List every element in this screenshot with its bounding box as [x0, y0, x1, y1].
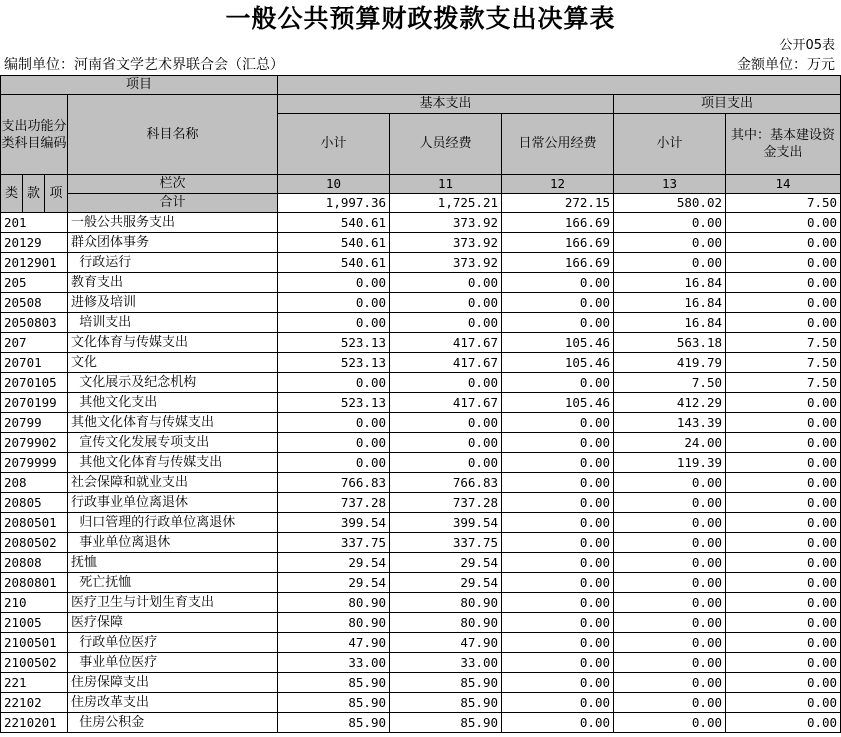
row-value: 0.00 — [614, 633, 726, 653]
row-code: 2080801 — [1, 573, 68, 593]
row-name: 住房公积金 — [68, 713, 278, 733]
table-row — [1, 533, 841, 553]
table-row — [1, 633, 841, 653]
row-value: 85.90 — [278, 713, 390, 733]
row-value: 399.54 — [390, 513, 502, 533]
row-value: 0.00 — [278, 413, 390, 433]
row-value: 0.00 — [726, 673, 841, 693]
row-name: 事业单位离退休 — [68, 533, 278, 553]
row-value: 0.00 — [502, 693, 614, 713]
row-name: 行政事业单位离退休 — [68, 493, 278, 513]
col-num: 10 — [278, 175, 390, 194]
row-value: 0.00 — [614, 693, 726, 713]
row-value: 0.00 — [390, 313, 502, 333]
row-name: 其他文化体育与传媒支出 — [68, 413, 278, 433]
row-value: 16.84 — [614, 273, 726, 293]
table-row — [1, 213, 841, 233]
row-code: 2050803 — [1, 313, 68, 333]
row-value: 29.54 — [278, 573, 390, 593]
row-value: 24.00 — [614, 433, 726, 453]
row-value: 0.00 — [278, 313, 390, 333]
currency-unit: 金额单位：万元 — [737, 57, 835, 73]
row-value: 766.83 — [278, 473, 390, 493]
row-code: 2080502 — [1, 533, 68, 553]
row-value: 80.90 — [278, 613, 390, 633]
table-row — [1, 713, 841, 733]
row-code: 2012901 — [1, 253, 68, 273]
header-project-exp: 项目支出 — [614, 95, 841, 114]
row-value: 80.90 — [390, 593, 502, 613]
row-value: 0.00 — [390, 273, 502, 293]
header-lei: 类 — [1, 175, 23, 213]
row-code: 20805 — [1, 493, 68, 513]
row-value: 0.00 — [502, 653, 614, 673]
table-row — [1, 313, 841, 333]
row-value: 105.46 — [502, 353, 614, 373]
table-row — [1, 453, 841, 473]
row-name: 其他文化支出 — [68, 393, 278, 413]
row-value: 0.00 — [502, 573, 614, 593]
header-blank — [278, 76, 841, 95]
row-value: 0.00 — [502, 613, 614, 633]
row-value: 0.00 — [726, 413, 841, 433]
row-value: 0.00 — [502, 513, 614, 533]
col-num: 14 — [726, 175, 841, 194]
row-name: 社会保障和就业支出 — [68, 473, 278, 493]
row-value: 540.61 — [278, 233, 390, 253]
row-name: 群众团体事务 — [68, 233, 278, 253]
header-subject-name: 科目名称 — [68, 95, 278, 175]
row-value: 0.00 — [614, 533, 726, 553]
row-code: 20799 — [1, 413, 68, 433]
row-value: 143.39 — [614, 413, 726, 433]
row-value: 0.00 — [278, 293, 390, 313]
row-value: 16.84 — [614, 313, 726, 333]
header-func-class: 支出功能分类科目编码 — [1, 95, 68, 175]
row-value: 399.54 — [278, 513, 390, 533]
row-value: 0.00 — [726, 493, 841, 513]
row-value: 0.00 — [614, 233, 726, 253]
row-code: 2079999 — [1, 453, 68, 473]
row-value: 0.00 — [726, 573, 841, 593]
row-value: 119.39 — [614, 453, 726, 473]
row-value: 0.00 — [614, 213, 726, 233]
table-row — [1, 253, 841, 273]
row-value: 337.75 — [390, 533, 502, 553]
row-value: 0.00 — [278, 453, 390, 473]
row-code: 20129 — [1, 233, 68, 253]
row-name: 住房改革支出 — [68, 693, 278, 713]
row-value: 47.90 — [278, 633, 390, 653]
row-value: 0.00 — [614, 513, 726, 533]
header-capital: 其中：基本建设资金支出 — [726, 114, 841, 175]
row-value: 0.00 — [726, 293, 841, 313]
row-name: 行政单位医疗 — [68, 633, 278, 653]
row-value: 0.00 — [614, 253, 726, 273]
header-personnel: 人员经费 — [390, 114, 502, 175]
row-value: 85.90 — [278, 693, 390, 713]
row-value: 0.00 — [726, 653, 841, 673]
table-row — [1, 233, 841, 253]
total-cell: 1,997.36 — [278, 194, 390, 213]
row-value: 0.00 — [502, 453, 614, 473]
row-code: 2080501 — [1, 513, 68, 533]
total-cell: 580.02 — [614, 194, 726, 213]
col-num: 12 — [502, 175, 614, 194]
table-row — [1, 553, 841, 573]
header-daily-public: 日常公用经费 — [502, 114, 614, 175]
form-number: 公开05表 — [779, 38, 835, 53]
header-column-label: 栏次 — [68, 175, 278, 194]
row-name: 行政运行 — [68, 253, 278, 273]
row-value: 373.92 — [390, 213, 502, 233]
row-value: 0.00 — [726, 593, 841, 613]
total-cell: 272.15 — [502, 194, 614, 213]
row-value: 373.92 — [390, 253, 502, 273]
row-value: 7.50 — [726, 333, 841, 353]
row-value: 0.00 — [502, 673, 614, 693]
row-value: 29.54 — [278, 553, 390, 573]
row-value: 417.67 — [390, 353, 502, 373]
row-name: 文化 — [68, 353, 278, 373]
total-cell: 7.50 — [726, 194, 841, 213]
col-num: 11 — [390, 175, 502, 194]
reporting-unit: 编制单位：河南省文学艺术界联合会（汇总） — [4, 57, 284, 73]
row-name: 文化体育与传媒支出 — [68, 333, 278, 353]
row-name: 其他文化体育与传媒支出 — [68, 453, 278, 473]
table-row — [1, 593, 841, 613]
row-value: 0.00 — [726, 253, 841, 273]
total-cell: 1,725.21 — [390, 194, 502, 213]
row-name: 文化展示及纪念机构 — [68, 373, 278, 393]
row-value: 0.00 — [614, 713, 726, 733]
row-value: 766.83 — [390, 473, 502, 493]
row-code: 2100501 — [1, 633, 68, 653]
row-value: 417.67 — [390, 393, 502, 413]
row-value: 166.69 — [502, 233, 614, 253]
row-value: 0.00 — [726, 473, 841, 493]
row-value: 0.00 — [726, 553, 841, 573]
row-value: 419.79 — [614, 353, 726, 373]
row-value: 7.50 — [614, 373, 726, 393]
expenditure-table — [0, 75, 841, 733]
row-value: 0.00 — [726, 513, 841, 533]
row-value: 0.00 — [726, 313, 841, 333]
row-value: 0.00 — [726, 433, 841, 453]
table-row — [1, 373, 841, 393]
row-value: 0.00 — [726, 693, 841, 713]
row-value: 523.13 — [278, 393, 390, 413]
row-code: 201 — [1, 213, 68, 233]
col-num: 13 — [614, 175, 726, 194]
table-row — [1, 613, 841, 633]
header-kuan: 款 — [23, 175, 45, 213]
row-name: 抚恤 — [68, 553, 278, 573]
row-value: 373.92 — [390, 233, 502, 253]
row-value: 33.00 — [390, 653, 502, 673]
row-code: 2079902 — [1, 433, 68, 453]
header-subtotal: 小计 — [278, 114, 390, 175]
row-name: 医疗卫生与计划生育支出 — [68, 593, 278, 613]
table-row — [1, 333, 841, 353]
row-code: 2070199 — [1, 393, 68, 413]
row-value: 80.90 — [278, 593, 390, 613]
row-value: 0.00 — [278, 373, 390, 393]
table-row — [1, 473, 841, 493]
row-value: 0.00 — [502, 373, 614, 393]
header-xiang: 项 — [45, 175, 68, 213]
table-row — [1, 273, 841, 293]
row-name: 住房保障支出 — [68, 673, 278, 693]
page-title: 一般公共预算财政拨款支出决算表 — [225, 4, 616, 33]
row-code: 205 — [1, 273, 68, 293]
row-name: 培训支出 — [68, 313, 278, 333]
row-value: 16.84 — [614, 293, 726, 313]
row-value: 7.50 — [726, 373, 841, 393]
row-value: 0.00 — [502, 293, 614, 313]
row-name: 事业单位医疗 — [68, 653, 278, 673]
row-value: 105.46 — [502, 393, 614, 413]
row-value: 0.00 — [278, 273, 390, 293]
row-value: 0.00 — [502, 473, 614, 493]
row-value: 80.90 — [390, 613, 502, 633]
row-value: 85.90 — [278, 673, 390, 693]
row-value: 33.00 — [278, 653, 390, 673]
row-value: 7.50 — [726, 353, 841, 373]
table-row — [1, 393, 841, 413]
row-value: 337.75 — [278, 533, 390, 553]
row-code: 20701 — [1, 353, 68, 373]
row-value: 0.00 — [614, 673, 726, 693]
row-value: 0.00 — [502, 633, 614, 653]
row-value: 737.28 — [278, 493, 390, 513]
row-value: 0.00 — [390, 373, 502, 393]
row-code: 21005 — [1, 613, 68, 633]
row-name: 一般公共服务支出 — [68, 213, 278, 233]
row-value: 412.29 — [614, 393, 726, 413]
row-value: 563.18 — [614, 333, 726, 353]
row-value: 0.00 — [502, 713, 614, 733]
table-row — [1, 433, 841, 453]
table-row — [1, 293, 841, 313]
row-code: 20508 — [1, 293, 68, 313]
table-row — [1, 413, 841, 433]
row-value: 0.00 — [502, 593, 614, 613]
row-code: 207 — [1, 333, 68, 353]
row-code: 2070105 — [1, 373, 68, 393]
row-code: 22102 — [1, 693, 68, 713]
row-value: 0.00 — [726, 453, 841, 473]
row-value: 0.00 — [390, 433, 502, 453]
row-value: 0.00 — [502, 553, 614, 573]
row-value: 29.54 — [390, 553, 502, 573]
row-value: 540.61 — [278, 253, 390, 273]
row-value: 85.90 — [390, 713, 502, 733]
row-value: 0.00 — [614, 573, 726, 593]
row-value: 47.90 — [390, 633, 502, 653]
row-code: 20808 — [1, 553, 68, 573]
row-code: 221 — [1, 673, 68, 693]
total-label: 合计 — [68, 194, 278, 213]
row-value: 0.00 — [390, 453, 502, 473]
row-value: 737.28 — [390, 493, 502, 513]
table-row — [1, 653, 841, 673]
row-value: 85.90 — [390, 673, 502, 693]
row-value: 523.13 — [278, 333, 390, 353]
row-value: 0.00 — [502, 493, 614, 513]
table-row — [1, 353, 841, 373]
row-name: 归口管理的行政单位离退休 — [68, 513, 278, 533]
row-code: 208 — [1, 473, 68, 493]
row-value: 0.00 — [726, 273, 841, 293]
row-value: 417.67 — [390, 333, 502, 353]
row-value: 0.00 — [614, 593, 726, 613]
row-value: 166.69 — [502, 213, 614, 233]
row-name: 进修及培训 — [68, 293, 278, 313]
row-value: 0.00 — [726, 613, 841, 633]
header-subtotal2: 小计 — [614, 114, 726, 175]
row-name: 宣传文化发展专项支出 — [68, 433, 278, 453]
row-value: 105.46 — [502, 333, 614, 353]
row-value: 0.00 — [614, 553, 726, 573]
row-value: 540.61 — [278, 213, 390, 233]
table-row — [1, 513, 841, 533]
header-basic: 基本支出 — [278, 95, 614, 114]
table-row — [1, 493, 841, 513]
row-value: 0.00 — [502, 533, 614, 553]
row-value: 0.00 — [278, 433, 390, 453]
row-value: 85.90 — [390, 693, 502, 713]
row-value: 0.00 — [726, 213, 841, 233]
row-value: 0.00 — [502, 313, 614, 333]
row-code: 2100502 — [1, 653, 68, 673]
row-value: 0.00 — [502, 413, 614, 433]
row-value: 0.00 — [726, 713, 841, 733]
row-value: 0.00 — [614, 613, 726, 633]
row-code: 2210201 — [1, 713, 68, 733]
row-name: 死亡抚恤 — [68, 573, 278, 593]
row-value: 29.54 — [390, 573, 502, 593]
row-value: 0.00 — [614, 473, 726, 493]
table-row — [1, 673, 841, 693]
row-value: 0.00 — [390, 293, 502, 313]
row-value: 0.00 — [726, 633, 841, 653]
row-value: 0.00 — [390, 413, 502, 433]
table-row — [1, 693, 841, 713]
table-row — [1, 573, 841, 593]
row-value: 0.00 — [726, 393, 841, 413]
row-value: 0.00 — [614, 493, 726, 513]
row-name: 医疗保障 — [68, 613, 278, 633]
row-value: 523.13 — [278, 353, 390, 373]
header-project: 项目 — [1, 76, 278, 95]
row-value: 0.00 — [614, 653, 726, 673]
row-value: 0.00 — [726, 533, 841, 553]
row-name: 教育支出 — [68, 273, 278, 293]
row-value: 166.69 — [502, 253, 614, 273]
row-value: 0.00 — [502, 273, 614, 293]
row-code: 210 — [1, 593, 68, 613]
row-value: 0.00 — [502, 433, 614, 453]
row-value: 0.00 — [726, 233, 841, 253]
